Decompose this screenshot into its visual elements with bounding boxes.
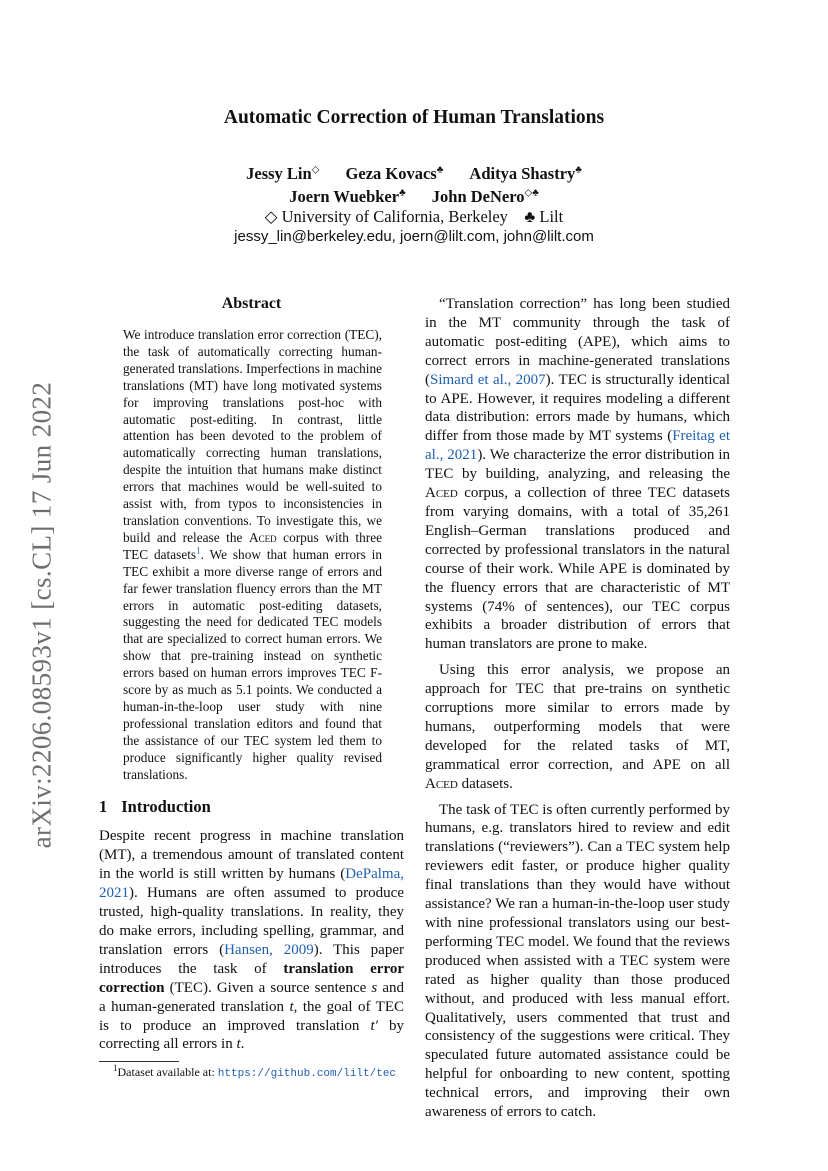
- author-row-2: [0, 184, 828, 208]
- intro-paragraph: Despite recent progress in machine translation (MT), a tremendous amount of translated content in the world is still written by humans (DePalma, 2021). Humans are often assumed to produce trusted, high-quality translations. In reality, they do make errors, including spelling, grammar, and translation errors (Hansen, 2009). This paper introduces the task of translation error correction (TEC). Given a source sentence s and a human-generated translation t, the goal of TEC is to produce an improved translation t′ by correcting all errors in t.: [99, 828, 405, 1053]
- author-name: Jessy Lin: [246, 163, 312, 183]
- citation-link[interactable]: Freitag et al., 2021: [425, 428, 730, 464]
- dataset-url-link[interactable]: https://github.com/lilt/tec: [217, 1068, 397, 1081]
- section-heading-introduction: [99, 797, 404, 817]
- affiliation-mark: ◇♣: [524, 187, 539, 199]
- aced-corpus-name: Aced: [249, 529, 277, 545]
- author-name: Joern Wuebker: [289, 187, 400, 206]
- author-row-1: [0, 160, 828, 184]
- math-variable: t′: [370, 1017, 378, 1034]
- abstract-body: We introduce translation error correction (TEC), the task of automatically correcting human-generated translations. Imperfections in machine translations (MT) have long motivated systems for improving translations post-hoc with automatic post-editing. In contrast, little attention has been devoted to the problem of automatically correcting human translations, despite the intuition that humans make distinct errors that machines would be well-suited to assist with, from typos to inconsistencies in translation conventions. To investigate this, we build and release the Aced corpus with three TEC datasets$^1$. We show that human errors in TEC exhibit a more diverse range of errors and far fewer translation fluency errors than the MT errors in automatic post-editing datasets, suggesting the need for dedicated TEC models that are specialized to correct human errors. We show that pre-training instead on synthetic errors based on human errors improves TEC F-score by as much as 5.1 points. We conducted a human-in-the-loop user study with nine professional translation editors and found that the assistance of our TEC system led them to produce significantly higher quality revised translations.: [123, 327, 383, 782]
- citation-link[interactable]: DePalma, 2021: [99, 866, 404, 902]
- math-variable: t: [289, 998, 294, 1015]
- abstract-heading: Abstract: [221, 295, 282, 312]
- footnote: $^1$Dataset available at: https://github.com/lilt/tec: [113, 1063, 397, 1081]
- citation-link[interactable]: Hansen, 2009: [224, 941, 314, 958]
- author-block: [0, 160, 828, 247]
- body-paragraph: “Translation correction” has long been studied in the MT community through the task of automatic post-editing (APE), which aims to correct errors in machine-generated translations (Simard et al., 2007). TEC is structurally identical to APE. However, it requires modeling a different data distribution: errors made by humans, which differ from those made by MT systems (Freitag et al., 2021). We characterize the error distribution in TEC by building, analyzing, and releasing the Aced corpus, a collection of three TEC datasets from varying domains, with a total of 35,261 English–German translations produced and corrected by professional translators in the natural course of their work. While APE is dominated by the fluency errors that are characteristic of MT systems (74% of sentences), our TEC corpus exhibits a broader distribution of errors that human translators are prone to make.: [425, 296, 731, 653]
- footnote-ref-link[interactable]: 1: [196, 545, 201, 556]
- affiliation-mark: ♣: [436, 164, 444, 175]
- section-title: Introduction: [121, 797, 211, 817]
- section-number: 1: [99, 797, 108, 817]
- paper-title: Automatic Correction of Human Translations: [223, 107, 605, 128]
- aced-corpus-name: Aced: [425, 485, 458, 502]
- author-emails: jessy_lin@berkeley.edu, joern@lilt.com, john@lilt.com: [234, 228, 594, 245]
- affiliation-mark: ♣: [399, 187, 406, 199]
- author-name: Aditya Shastry: [469, 163, 576, 183]
- math-variable: t: [236, 1036, 241, 1053]
- arxiv-id: arXiv:2206.08593v1 [cs.CL] 17 Jun 2022: [26, 381, 57, 849]
- affiliation-mark: ♣: [575, 164, 582, 175]
- citation-link[interactable]: Simard et al., 2007: [430, 371, 546, 388]
- arxiv-sidebar-stamp: [22, 370, 62, 860]
- aced-corpus-name: Aced: [425, 775, 458, 792]
- footnote-divider: [99, 1061, 179, 1062]
- body-paragraph: The task of TEC is often currently performed by humans, e.g. translators hired to review and edit translations (“reviewers”). Can a TEC system help reviewers edit faster, or produce higher quality final translations than they would have without assistance? We ran a human-in-the-loop user study with nine professional translators using our best-performing TEC model. We found that the reviews produced when assisted with a TEC system were rated as higher quality than those produced without, and produced with less manual effort. Qualitatively, users commented that trust and consistency of the suggestions were critical. They speculated future automated assistance could be helpful for onboarding to new content, spotting technical errors, and improving their own awareness of errors to catch.: [425, 801, 730, 1121]
- right-column: [425, 295, 730, 1122]
- math-variable: s: [371, 979, 378, 996]
- affiliation-mark: ◇: [311, 164, 320, 175]
- author-name: John DeNero: [431, 187, 525, 206]
- left-column: [99, 295, 404, 1082]
- defined-term: translation error correction: [99, 960, 405, 996]
- footnote-mark: 1: [113, 1063, 118, 1074]
- author-name: Geza Kovacs: [345, 163, 437, 183]
- affiliations: ◇ University of California, Berkeley ♣ Lilt: [264, 207, 564, 226]
- body-paragraph: Using this error analysis, we propose an approach for TEC that pre-trains on synthetic corruptions more similar to errors made by humans, outperforming models that were developed for the related tasks of MT, grammatical error correction, and APE on all Aced datasets.: [425, 662, 730, 792]
